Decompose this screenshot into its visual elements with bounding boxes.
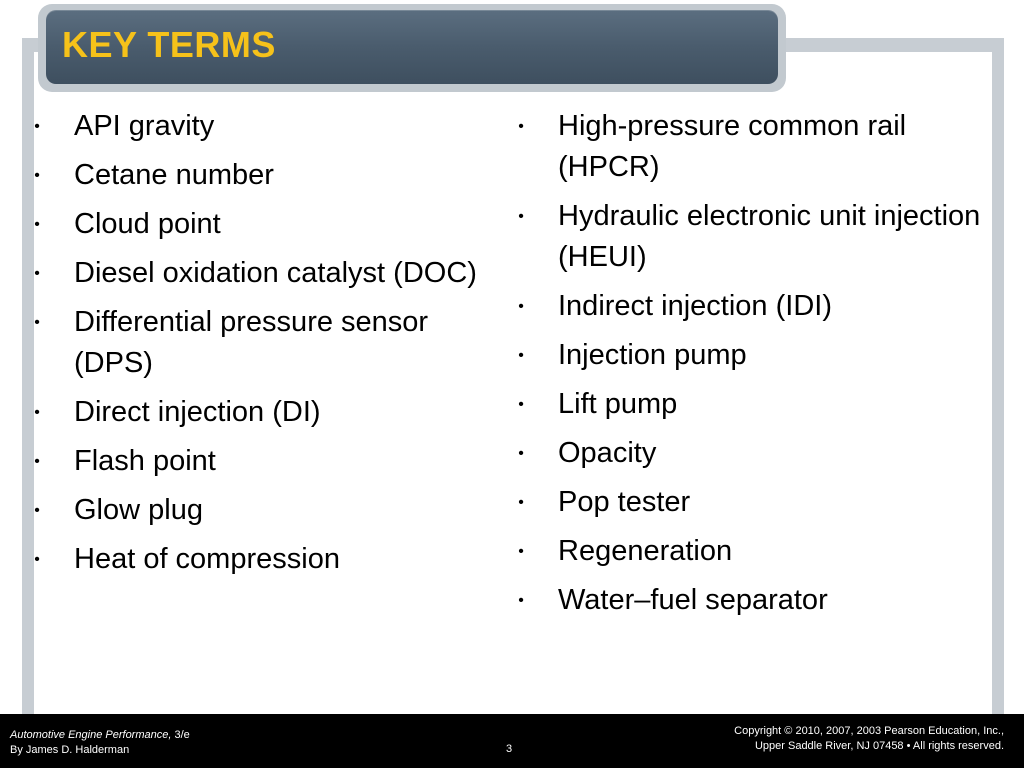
bullet: • [34,314,40,331]
bullet: • [518,208,524,225]
list-item [30,155,500,196]
term-text: Regeneration [558,535,733,567]
list-item [514,531,984,572]
term-text: Flash point [74,445,216,477]
page-number: 3 [506,743,513,755]
term-text: Injection pump [558,339,747,371]
bullet: • [34,551,40,568]
copyright-line-1: Copyright © 2010, 2007, 2003 Pearson Education, Inc., [734,725,1004,737]
book-title-line [10,728,190,743]
list-item [514,580,984,621]
copyright-line-2: Upper Saddle River, NJ 07458 • All rights reserved. [754,740,1004,752]
list-item [30,539,500,580]
bullet: • [34,453,40,470]
footer-book-info [10,728,190,758]
term-text: Indirect injection (IDI) [558,290,832,322]
term-text: Diesel oxidation catalyst (DOC) [74,257,477,289]
list-item [30,204,500,245]
term-text: Direct injection (DI) [74,396,321,428]
list-item [30,490,500,531]
left-terms-list [30,106,500,588]
list-item [514,335,984,376]
term-text: Hydraulic electronic unit injection (HEUI) [558,200,981,273]
list-item [30,392,500,433]
bullet: • [518,118,524,135]
bullet: • [518,592,524,609]
term-text: API gravity [74,110,215,142]
term-text: Lift pump [558,388,678,420]
book-author: By James D. Halderman [10,744,130,756]
list-item [514,196,984,278]
footer-copyright [734,724,1004,754]
list-item [30,302,500,384]
list-item [30,253,500,294]
list-item [30,441,500,482]
term-text: Pop tester [558,486,691,518]
bullet: • [34,265,40,282]
term-text: Differential pressure sensor (DPS) [74,306,429,379]
term-text: Cloud point [74,208,221,240]
list-item [30,106,500,147]
bullet: • [34,404,40,421]
book-edition: 3/e [171,729,190,741]
term-text: Glow plug [74,494,203,526]
frame-right-border [992,38,1004,714]
slide-title: KEY TERMS [62,24,276,65]
bullet: • [34,216,40,233]
list-item [514,384,984,425]
bullet: • [34,118,40,135]
term-text: Water–fuel separator [558,584,828,616]
bullet: • [518,494,524,511]
list-item [514,433,984,474]
right-terms-list [514,106,984,629]
footer-bar [0,714,1024,768]
bullet: • [34,167,40,184]
list-item [514,286,984,327]
term-text: Cetane number [74,159,274,191]
book-title: Automotive Engine Performance, [10,729,172,741]
list-item [514,106,984,188]
term-text: Heat of compression [74,543,340,575]
bullet: • [518,347,524,364]
list-item [514,482,984,523]
bullet: • [34,502,40,519]
bullet: • [518,543,524,560]
bullet: • [518,298,524,315]
bullet: • [518,396,524,413]
term-text: Opacity [558,437,657,469]
term-text: High-pressure common rail (HPCR) [558,110,907,183]
bullet: • [518,445,524,462]
